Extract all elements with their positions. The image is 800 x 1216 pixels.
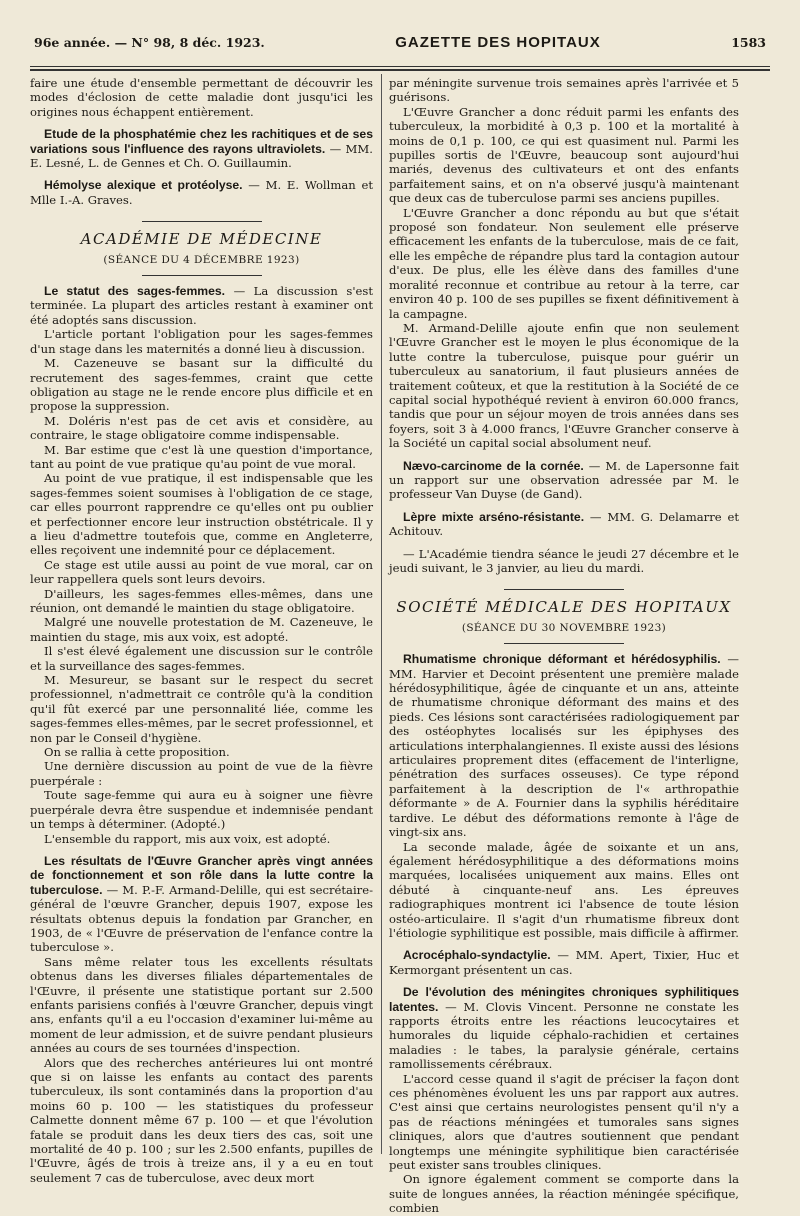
article-rhumatisme [389,652,739,839]
article-authors: — MM. Apert, Tixier, Huc et Kermorgant présentent un cas. [389,948,739,977]
paragraph: M. Mesureur, se basant sur le respect du secret professionnel, n'admettrait ce contrôle qu'à la condition qu'il fût exercé par une personnalité liée, comme les sages-femmes elles-mêmes, par le secret professionnel, et non par le Conseil d'hygiène. [30,673,373,745]
article-authors: — MM. E. Lesné, L. de Gennes et Ch. O. Guillaumin. [30,141,373,171]
paragraph: Malgré une nouvelle protestation de M. Cazeneuve, le maintien du stage, mis aux voix, est adopté. [30,615,373,644]
article-title: Lèpre mixte arséno-résistante. [403,509,585,524]
page-header [34,34,766,60]
article-title: Acrocéphalo-syndactylie. [403,948,551,963]
article-lepre [389,510,739,539]
column-separator [381,74,382,1154]
section-title-societe: SOCIÉTÉ MÉDICALE DES HOPITAUX [396,598,732,617]
issue-info: 96e année. — N° 98, 8 déc. 1923. [34,35,265,50]
paragraph: Ce stage est utile aussi au point de vue moral, car on leur rappellera quels sont leurs devoirs. [30,557,373,587]
paragraph: On ignore également comment se comporte dans la suite de longues années, la réaction méningée spécifique, combien [389,1172,739,1216]
section-title-academie: ACADÉMIE DE MÉDECINE [80,230,323,249]
seance-date: (SÉANCE DU 4 DÉCEMBRE 1923) [103,253,300,266]
article-hemolyse [30,178,373,207]
article-title: Nævo-carcinome de la cornée. [403,458,584,473]
section-divider [504,643,624,644]
article-text: — M. P.-F. Armand-Delille, qui est secrétaire-général de l'œuvre Grancher, depuis 1907, expose les résultats obtenus depuis la fondation par Grancher, en 1903, de « l'Œuvre de préservation de l'enfance contre la tuberculose ». [30,882,373,955]
page-number: 1583 [731,35,766,50]
paragraph: Alors que des recherches antérieures lui ont montré que si on laisse les enfants au contact des parents tuberculeux, ils sont contaminés dans la proportion d'au moins 60 p. 100 — les statistiques du professeur Calmette donnent même 67 p. 100 — et que l'évolution fatale se produit dans les deux tiers des cas, soit une mortalité de 40 p. 100 ; sur les 2.500 enfants, pupilles de l'Œuvre, âgés de trois à treize ans, il y a eu en tout seulement 7 cas de tuberculose, avec deux mort [30,1055,373,1185]
article-title: Hémolyse alexique et protéolyse. [44,178,243,193]
article-grancher [30,854,373,955]
paragraph: L'ensemble du rapport, mis aux voix, est adopté. [44,831,331,846]
article-naevo [389,459,739,502]
article-title: Rhumatisme chronique déformant et hérédosyphilis. [403,652,721,667]
paragraph: Une dernière discussion au point de vue de la fièvre puerpérale : [30,759,373,788]
right-column [389,76,740,1216]
paragraph: L'Œuvre Grancher a donc réduit parmi les enfants des tuberculeux, la morbidité à 0,3 p. 100 et la mortalité à moins de 0,1 p. 100, ce qui est quasiment nul. Parmi les pupilles sortis de l'Œuvre, beaucoup sont aujourd'hui mariés, devenus des cultivateurs et ont des enfants parfaitement sains, et on n'a observé jusqu'à maintenant que deux cas de tuberculose parmi ses anciens pupilles. [389,104,739,206]
article-phosphatemie [30,127,373,170]
paragraph: La seconde malade, âgée de soixante et un ans, également hérédosyphilitique a des déformations moins marquées, localisées uniquement aux mains. Elles ont débuté à cinquante-neuf ans. Les épreuves radiographiques montrent ici l'absence de toute lésion ostéo-articulaire. Il s'agit d'un rhumatisme fibreux dont l'étiologie syphilitique est possible, mais difficile à affirmer. [389,839,739,940]
article-title: De l'évolution des méningites chroniques syphilitiques latentes. [389,985,739,1014]
section-divider [142,275,262,276]
paragraph: L'article portant l'obligation pour les sages-femmes d'un stage dans les maternités a donné lieu à discussion. [30,327,373,356]
paragraph: M. Cazeneuve se basant sur la difficulté du recrutement des sages-femmes, craint que cette obligation au stage ne le rende encore plus difficile et en propose la suppression. [30,356,373,414]
paragraph: Sans même relater tous les excellents résultats obtenus dans les diverses filiales départementales de l'Œuvre, il présente une statistique portant sur 2.500 enfants parisiens confiés à l'œuvre Grancher, depuis vingt ans, enfants qu'il a eu l'occasion d'examiner lui-même au moment de leur admission, et de suivre pendant plusieurs années au cours de ses tournées d'inspection. [30,954,373,1056]
article-text: — MM. Harvier et Decoint présentent une première malade hérédosyphilitique, âgée de cinquante et un ans, atteinte de rhumatisme chronique déformant des mains et des pieds. Ces lésions sont caractérisées radiologiquement par des ostéophytes localisés sur les épiphyses des articulations interphalangiennes. Il existe aussi des lésions articulaires proprement dites (effacement de l'interligne, pénétration des surfaces osseuses). Ce type répond parfaitement à la description de l'« arthropathie déformante » de A. Fournier dans la syphilis héréditaire tardive. Le début des déformations remonte à l'âge de vingt-six ans. [389,652,740,840]
paragraph: par méningite survenue trois semaines après l'arrivée et 5 guérisons. [389,76,739,105]
article-meningites [389,985,739,1071]
paragraph: faire une étude d'ensemble permettant de découvrir les modes d'éclosion de cette maladie dont jusqu'ici les origines nous échappent entièrement. [30,76,373,119]
section-divider [504,589,624,590]
left-column [30,76,373,1185]
paragraph: L'Œuvre Grancher a donc répondu au but que s'était proposé son fondateur. Non seulement elle préserve efficacement les enfants de la tuberculose, mais de ce fait, elle les empêche de répandre plus tard la contagion autour d'eux. De plus, elle les élève dans des familles d'une moralité reconnue et contribue au retour à la terre, car environ 40 p. 100 de ses pupilles se fixent définitivement à la campagne. [389,205,739,321]
article-text: — M. Clovis Vincent. Personne ne constate les rapports étroits entre les réactions leucocytaires et humorales du liquide céphalo-rachidien et certaines maladies : le tabes, la paralysie générale, certains ramollissements cérébraux. [389,999,739,1072]
paragraph: L'accord cesse quand il s'agit de préciser la façon dont ces phénomènes évoluent les uns par rapport aux autres. C'est ainsi que certains neurologistes pensent qu'il n'y a pas de réactions méningées et tumorales sans signes cliniques, alors que d'autres soutiennent que pendant longtemps une méningite syphilitique bien caractérisée peut exister sans troubles cliniques. [389,1071,739,1173]
journal-title: GAZETTE DES HOPITAUX [395,34,601,51]
article-acrocephalo [389,948,739,977]
article-title: Le statut des sages-femmes. [44,284,226,299]
paragraph: M. Bar estime que c'est là une question d'importance, tant au point de vue pratique qu'au point de vue moral. [30,442,373,471]
article-statut [30,284,373,327]
paragraph: Au point de vue pratique, il est indispensable que les sages-femmes soient soumises à l'obligation de ce stage, car elles pourront rapprendre ce qu'elles ont pu oublier et perfectionner encore leur instruction obstétricale. Il y a lieu d'admettre toutefois que, comme en Angleterre, elles reçoivent une indemnité pour ce déplacement. [30,471,373,558]
header-rule-thick [30,69,770,71]
paragraph: D'ailleurs, les sages-femmes elles-mêmes, dans une réunion, ont demandé le maintien du stage obligatoire. [30,586,373,615]
article-title: Etude de la phosphatémie chez les rachitiques et de ses variations sous l'influence des rayons ultraviolets. [30,127,373,156]
paragraph: M. Armand-Delille ajoute enfin que non seulement l'Œuvre Grancher est le moyen le plus économique de la lutte contre la tuberculose, puisque pour guérir un tuberculeux au sanatorium, il faut plusieurs années de traitement coûteux, et que la restitution à la Société de ce capital social hypothéqué revient à environ 60.000 francs, tandis que pour un séjour moyen de trois années dans ses foyers, soit 3 à 4.000 francs, l'Œuvre Grancher conserve à la Société un capital social absolument neuf. [389,320,739,451]
section-divider [142,221,262,222]
article-text: — La discussion s'est terminée. La plupart des articles restant à examiner ont été adoptés sans discussion. [30,284,373,327]
article-text: — M. de Lapersonne fait un rapport sur une observation adressée par M. le professeur Van Duyse (de Gand). [389,458,739,502]
paragraph: — L'Académie tiendra séance le jeudi 27 décembre et le jeudi suivant, le 3 janvier, au lieu du mardi. [389,546,739,575]
article-authors: — MM. G. Delamarre et Achitouv. [389,509,739,539]
header-rule [30,66,770,67]
paragraph: Il s'est élevé également une discussion sur le contrôle et la surveillance des sages-femmes. [30,644,373,673]
paragraph: M. Doléris n'est pas de cet avis et considère, au contraire, le stage obligatoire comme indispensable. [30,413,373,443]
paragraph: On se rallia à cette proposition. [44,745,230,760]
seance-date: (SÉANCE DU 30 NOVEMBRE 1923) [461,621,667,634]
article-title: Les résultats de l'Œuvre Grancher après vingt années de fonctionnement et son rôle dans la lutte contre la tuberculose. [30,853,373,897]
article-authors: — M. E. Wollman et Mlle I.-A. Graves. [30,178,373,207]
paragraph: Toute sage-femme qui aura eu à soigner une fièvre puerpérale devra être suspendue et indemnisée pendant un temps à déterminer. (Adopté.) [30,788,373,832]
